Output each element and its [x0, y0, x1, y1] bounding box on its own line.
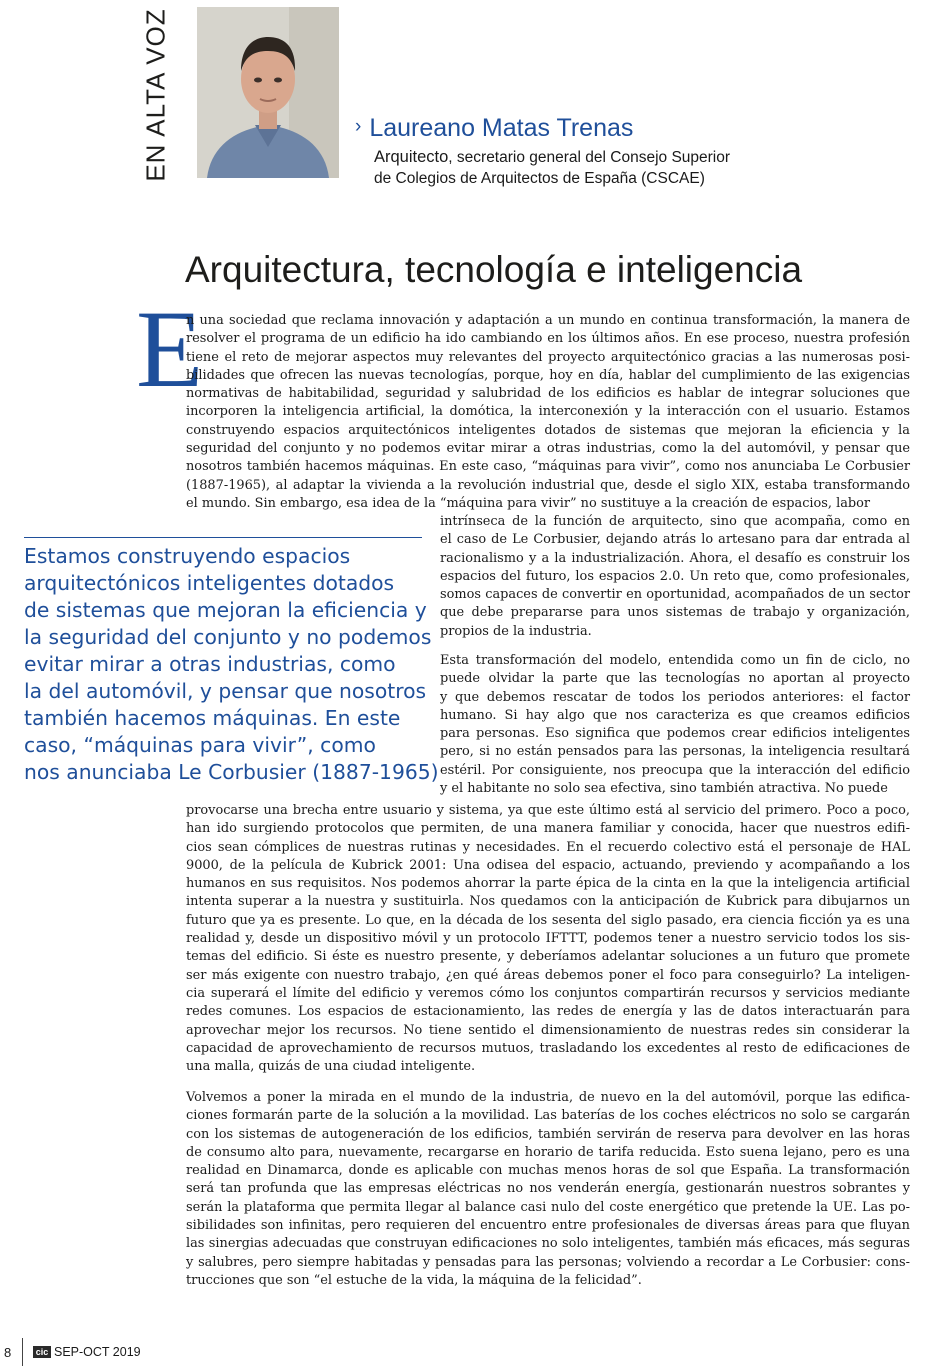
page-number: 8: [4, 1345, 12, 1360]
paragraph-industrialization: [440, 513, 910, 641]
text-line: espacios del futuro, los espacios 2.0. Un reto que, como profesionales,: [440, 568, 910, 584]
text-line: ser más exigente con nuestro trabajo, ¿en qué áreas debemos poner el foco para conseguirlo? La inteligen-: [186, 967, 910, 983]
paragraph-intro: [186, 312, 910, 513]
text-line: que debe prepararse para unos sistemas de trabajo y organización,: [440, 605, 910, 621]
author-role-title: Arquitecto: [374, 148, 449, 166]
text-line: arquitectónicos inteligentes dotados: [24, 571, 395, 595]
text-line: con los sistemas de autogeneración de los edificios, también servirán de reserva para devolver en las horas: [186, 1126, 910, 1142]
text-line: n una sociedad que reclama innovación y adaptación a un mundo en continua transformación, la manera de: [186, 313, 910, 328]
text-line: sibilidades son infinitas, pero requieren del encuentro entre profesionales de diversas áreas para que fluyan: [186, 1218, 910, 1234]
text-line: caso, “máquinas para vivir”, como: [24, 733, 376, 757]
text-line: capacidad de aprovechamiento de recursos mutuos, trasladando los excedentes al resto de edificaciones de: [186, 1040, 910, 1056]
text-line: la del automóvil, y pensar que nosotros: [24, 679, 427, 703]
text-line: nosotros también hacemos máquinas. En este caso, “máquinas para vivir”, como nos anunciaba Le Corbusier: [186, 459, 910, 475]
text-line: redes comunes. Los espacios de estacionamiento, las redes de energía y las de datos interactuarán para: [186, 1004, 910, 1020]
text-line: bilidades que ofrecen las nuevas tecnologías, porque, hoy en día, hablar del cumplimiento de las exigencias: [186, 367, 910, 383]
text-line: construyendo espacios arquitectónicos inteligentes dotados de sistemas que mejoran la eficiencia y la: [186, 422, 910, 438]
text-line: y que debemos rescatar de todos los periodos anteriores: el factor: [440, 689, 910, 705]
footer-divider: [22, 1338, 23, 1366]
paragraph-future: [186, 802, 910, 1076]
section-label-text: EN ALTA VOZ: [140, 8, 171, 182]
text-line: evitar mirar a otras industrias, como: [24, 652, 396, 676]
text-line: y salubres, pero siempre habitadas y pensadas para las personas; volviendo a recordar a Le Corbusier: cons-: [186, 1254, 910, 1270]
text-line: Estamos construyendo espacios: [24, 544, 351, 568]
text-line: aprovechar mejor los recursos. No tiene sentido el dimensionamiento de nuestras redes sin considerar la: [186, 1022, 910, 1038]
text-line: ciones formarán parte de la solución a la movilidad. Las baterías de los coches eléctricos no solo se cargarán: [186, 1108, 910, 1124]
text-line: puede olvidar la parte que las tecnologías no aportan al proyecto: [440, 671, 910, 687]
text-line: incorporen la inteligencia artificial, la domótica, la interconexión y la interacción con el usuario. Estamos: [186, 404, 910, 420]
pullquote-rule: [24, 537, 422, 538]
article-title: Arquitectura, tecnología e inteligencia: [185, 249, 803, 290]
page-footer: [0, 1336, 940, 1371]
text-line: de consumo alto para, nuevamente, recargarse en horario de tarifa reducida. Esto suena lejano, pero es una: [186, 1144, 910, 1160]
text-line: una malla, quizás de una ciudad inteligente.: [186, 1059, 476, 1075]
text-line: seguridad del conjunto y no podemos evitar mirar a otras industrias, como la del automóvil, y pensar que: [186, 441, 910, 457]
text-line: propios de la industria.: [440, 623, 592, 639]
text-line: humano. Si hay algo que nos caracteriza es que creamos edificios: [440, 707, 910, 723]
author-block: [355, 113, 915, 189]
text-line: Esta transformación del modelo, entendida como un fin de ciclo, no: [440, 653, 910, 668]
text-line: también hacemos máquinas. En este: [24, 706, 401, 730]
text-line: estéril. Por consiguiente, nos preocupa que la interacción del edificio: [440, 762, 910, 778]
cic-logo: cic: [33, 1346, 51, 1358]
text-line: y el habitante no solo sea efectiva, sino también atractiva. No puede: [440, 781, 888, 797]
author-name: [355, 113, 915, 146]
author-portrait: [197, 7, 339, 178]
author-role: [374, 147, 915, 189]
chevron-right-icon: ›: [355, 116, 362, 137]
text-line: racionalismo y a la industrialización. Ahora, el desafío es construir los: [440, 550, 910, 566]
text-line: temas del edificio. Si éste es nuestro presente, y deberíamos adelantar soluciones a un futuro que promete: [186, 949, 910, 965]
text-line: somos capaces de convertir en oportunidad, acompañados de un sector: [440, 587, 910, 603]
text-line: humanos en sus requisitos. Nos podemos ahorrar la parte épica de la cinta en la que la inteligencia artificial: [186, 876, 910, 892]
text-line: para personas. Eso significa que podemos crear edificios inteligentes: [440, 726, 910, 742]
pullquote: [24, 543, 439, 786]
text-line: de sistemas que mejoran la eficiencia y: [24, 598, 427, 622]
paragraph-mobility: [186, 1089, 910, 1290]
text-line: resolver el programa de un edificio ha ido cambiando en los últimos años. En ese proceso, nuestra profesión: [186, 331, 910, 347]
text-line: han ido surgiendo protocolos que permiten, de una manera familiar y conocida, hacer que nuestros edifi-: [186, 821, 910, 837]
text-line: el mundo. Sin embargo, esa idea de la “máquina para vivir” no sustituye a la creación de espacios, labor: [186, 495, 871, 511]
author-name-text: Laureano Matas Trenas: [369, 114, 634, 142]
text-line: pero, si no están pensados para las personas, la inteligencia resultará: [440, 744, 910, 760]
text-line: trucciones que son “el estuche de la vida, la máquina de la felicidad”.: [186, 1272, 642, 1288]
author-role-line2: de Colegios de Arquitectos de España (CSCAE): [374, 170, 705, 187]
text-line: provocarse una brecha entre usuario y sistema, ya que este último está al servicio del primero. Poco a poco,: [186, 803, 910, 818]
text-line: realidad y, desde un dispositivo móvil y un protocolo IFTTT, podemos tener a nuestro servicio todos los sis-: [186, 931, 910, 947]
paragraph-human-factor: [440, 652, 910, 798]
section-label: [126, 0, 186, 190]
text-line: serán la plataforma que permita llegar al balance casi nulo del coste energético que pretende la UE. Las po-: [186, 1199, 910, 1215]
text-line: Volvemos a poner la mirada en el mundo de la industria, de nuevo en la del automóvil, porque las edifica-: [186, 1090, 910, 1105]
text-line: 9000, de la película de Kubrick 2001: Una odisea del espacio, actuando, previendo y acompañando a los: [186, 857, 910, 873]
drop-cap: E: [136, 288, 204, 410]
text-line: el caso de Le Corbusier, dejando atrás lo artesano para dar entrada al: [440, 532, 910, 548]
text-line: intenta superar a la nuestra y sustituirla. Nos quedamos con la anticipación de Kubrick para dibujarnos un: [186, 894, 910, 910]
text-line: será tan profunda que las empresas eléctricas no nos venderán energía, gestionarán nuestros sobrantes y: [186, 1181, 910, 1197]
issue-date: SEP-OCT 2019: [54, 1345, 141, 1359]
text-line: intrínseca de la función de arquitecto, sino que acompaña, como en: [440, 514, 910, 529]
text-line: las sinergias adecuadas que construyan edificaciones no solo inteligentes, también más eficaces, más seguras: [186, 1236, 910, 1252]
text-line: tiene el reto de mejorar aspectos muy relevantes del proyecto arquitectónico gracias a las numerosas posi-: [186, 349, 910, 365]
text-line: cia superará el límite del edificio y veremos cómo los conjuntos compartirán recursos y servicios mediante: [186, 985, 910, 1001]
text-line: la seguridad del conjunto y no podemos: [24, 625, 432, 649]
author-role-line1: , secretario general del Consejo Superior: [448, 149, 731, 166]
text-line: normativas de habitabilidad, seguridad y salubridad de los edificios es hablar de integrar soluciones que: [186, 386, 910, 402]
text-line: futuro que ya es presente. Lo que, en la década de los sesenta del siglo pasado, era ciencia ficción ya es una: [186, 912, 910, 928]
text-line: realidad en Dinamarca, donde es aplicable con muchas menos horas de sol que España. La transformación: [186, 1163, 910, 1179]
text-line: nos anunciaba Le Corbusier (1887-1965): [24, 760, 439, 784]
text-line: cios sean cómplices de nuestras rutinas y necesidades. En el recuerdo colectivo está el personaje de HAL: [186, 839, 910, 855]
text-line: (1887-1965), al adaptar la vivienda a la revolución industrial que, desde el siglo XIX, estaba transformando: [186, 477, 910, 493]
